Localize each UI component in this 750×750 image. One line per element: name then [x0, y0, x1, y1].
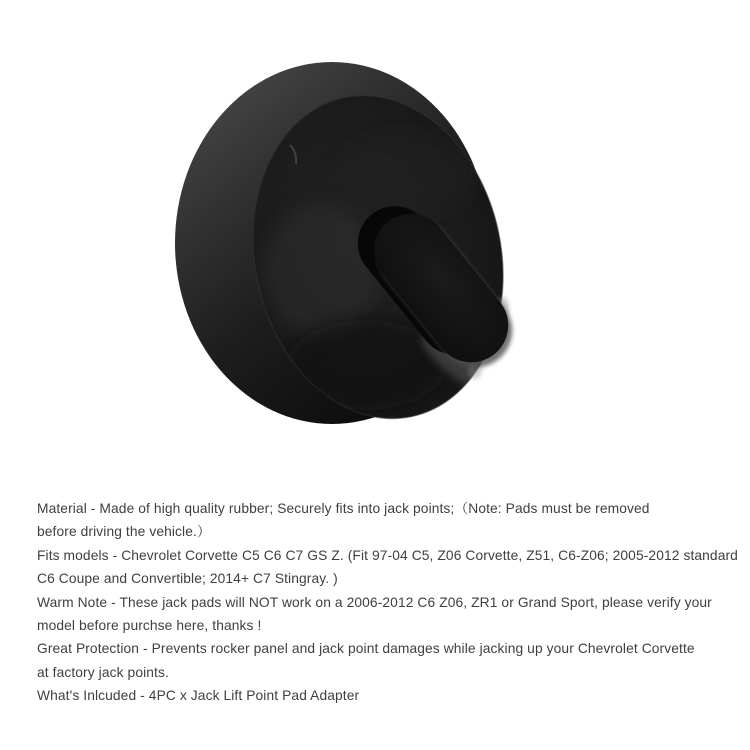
- description-line: Warm Note - These jack pads will NOT work on a 2006-2012 C6 Z06, ZR1 or Grand Sport, please verify your: [37, 594, 712, 610]
- face-highlight: [264, 202, 380, 338]
- description-line: C6 Coupe and Convertible; 2014+ C7 Stingray. ): [37, 571, 338, 587]
- description-line: Great Protection - Prevents rocker panel and jack point damages while jacking up your Chevrolet Corvette: [37, 641, 695, 657]
- jack-pad-illustration: [172, 60, 516, 426]
- description-line: Material - Made of high quality rubber; Securely fits into jack points;（Note: Pads must be removed: [37, 501, 650, 516]
- product-image: [172, 60, 516, 426]
- description-line: What's Inlcuded - 4PC x Jack Lift Point Pad Adapter: [37, 688, 360, 704]
- description-line: before driving the vehicle.）: [37, 524, 211, 540]
- description-line: Fits models - Chevrolet Corvette C5 C6 C7 GS Z. (Fit 97-04 C5, Z06 Corvette, Z51, C6-Z06; 2005-2012 standard: [37, 547, 738, 563]
- product-description: [37, 497, 737, 708]
- description-line: model before purchse here, thanks !: [37, 618, 262, 634]
- description-line: at factory jack points.: [37, 664, 169, 680]
- face-highlight-upper: [337, 133, 477, 217]
